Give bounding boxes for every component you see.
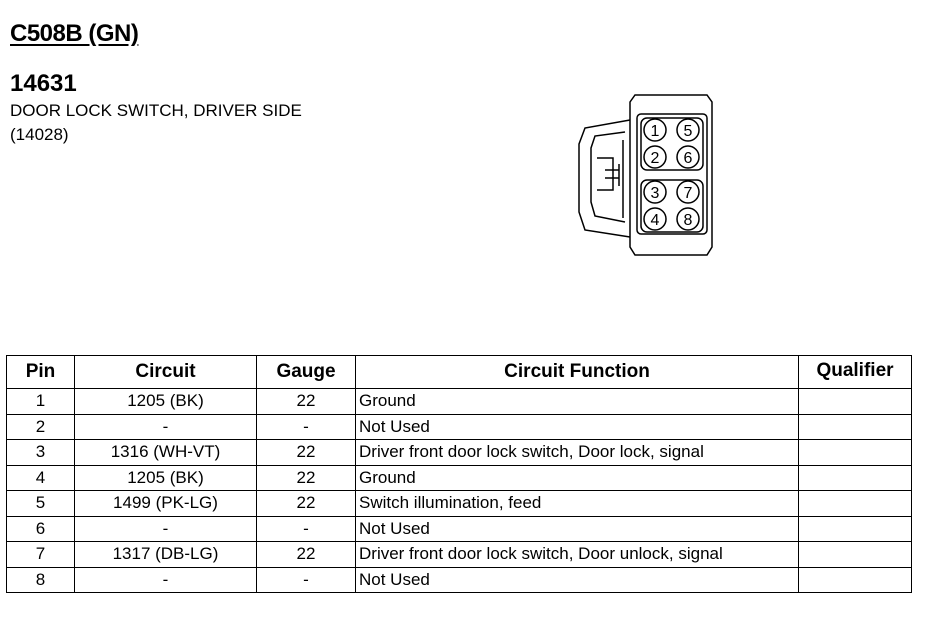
pin-cell: 4	[7, 465, 75, 491]
column-header-qualifier: Qualifier	[799, 356, 912, 389]
component-reference: (14028)	[10, 125, 69, 144]
function-cell: Not Used	[356, 567, 799, 593]
gauge-cell: 22	[257, 440, 356, 466]
pin-cell: 1	[7, 389, 75, 415]
gauge-cell: -	[257, 414, 356, 440]
column-header-circuit-function: Circuit Function	[356, 356, 799, 389]
connector-lock-tab-inner	[591, 132, 625, 222]
pin-number-label: 6	[683, 150, 693, 167]
pin-cell: 3	[7, 440, 75, 466]
table-row	[7, 542, 912, 568]
pin-cell: 5	[7, 491, 75, 517]
pin-cell: 2	[7, 414, 75, 440]
column-header-circuit: Circuit	[75, 356, 257, 389]
table-row	[7, 567, 912, 593]
gauge-cell: 22	[257, 389, 356, 415]
connector-latch	[597, 158, 613, 190]
pin-number-label: 4	[650, 212, 660, 229]
pin-number-label: 5	[683, 123, 693, 140]
qualifier-cell	[799, 440, 912, 466]
table-row	[7, 414, 912, 440]
column-header-gauge: Gauge	[257, 356, 356, 389]
pin-number-label: 2	[650, 150, 660, 167]
circuit-cell: -	[75, 516, 257, 542]
pin-cell: 7	[7, 542, 75, 568]
circuit-cell: 1205 (BK)	[75, 389, 257, 415]
table-header-row	[7, 356, 912, 389]
gauge-cell: 22	[257, 542, 356, 568]
component-name: DOOR LOCK SWITCH, DRIVER SIDE	[10, 101, 302, 120]
qualifier-cell	[799, 491, 912, 517]
column-header-pin: Pin	[7, 356, 75, 389]
pinout-table	[6, 355, 912, 593]
qualifier-cell	[799, 542, 912, 568]
connector-face-diagram	[575, 92, 725, 267]
table-row	[7, 440, 912, 466]
pin-cell: 8	[7, 567, 75, 593]
circuit-cell: 1499 (PK-LG)	[75, 491, 257, 517]
function-cell: Ground	[356, 465, 799, 491]
gauge-cell: -	[257, 567, 356, 593]
qualifier-cell	[799, 465, 912, 491]
gauge-cell: -	[257, 516, 356, 542]
function-cell: Not Used	[356, 516, 799, 542]
qualifier-cell	[799, 414, 912, 440]
part-number: 14631	[10, 70, 77, 97]
table-row	[7, 516, 912, 542]
function-cell: Switch illumination, feed	[356, 491, 799, 517]
pin-number-label: 8	[683, 212, 693, 229]
pin-number-label: 3	[650, 185, 660, 202]
qualifier-cell	[799, 516, 912, 542]
connector-id-title: C508B (GN)	[10, 20, 139, 47]
gauge-cell: 22	[257, 491, 356, 517]
pin-number-label: 7	[683, 185, 693, 202]
table-row	[7, 465, 912, 491]
table-row	[7, 389, 912, 415]
function-cell: Ground	[356, 389, 799, 415]
qualifier-cell	[799, 567, 912, 593]
pin-number-label: 1	[650, 123, 660, 140]
function-cell: Driver front door lock switch, Door unlock, signal	[356, 542, 799, 568]
circuit-cell: 1316 (WH-VT)	[75, 440, 257, 466]
function-cell: Driver front door lock switch, Door lock, signal	[356, 440, 799, 466]
gauge-cell: 22	[257, 465, 356, 491]
function-cell: Not Used	[356, 414, 799, 440]
circuit-cell: 1205 (BK)	[75, 465, 257, 491]
circuit-cell: -	[75, 567, 257, 593]
table-row	[7, 491, 912, 517]
connector-cavity-outline	[637, 114, 707, 234]
pin-cell: 6	[7, 516, 75, 542]
circuit-cell: 1317 (DB-LG)	[75, 542, 257, 568]
qualifier-cell	[799, 389, 912, 415]
circuit-cell: -	[75, 414, 257, 440]
